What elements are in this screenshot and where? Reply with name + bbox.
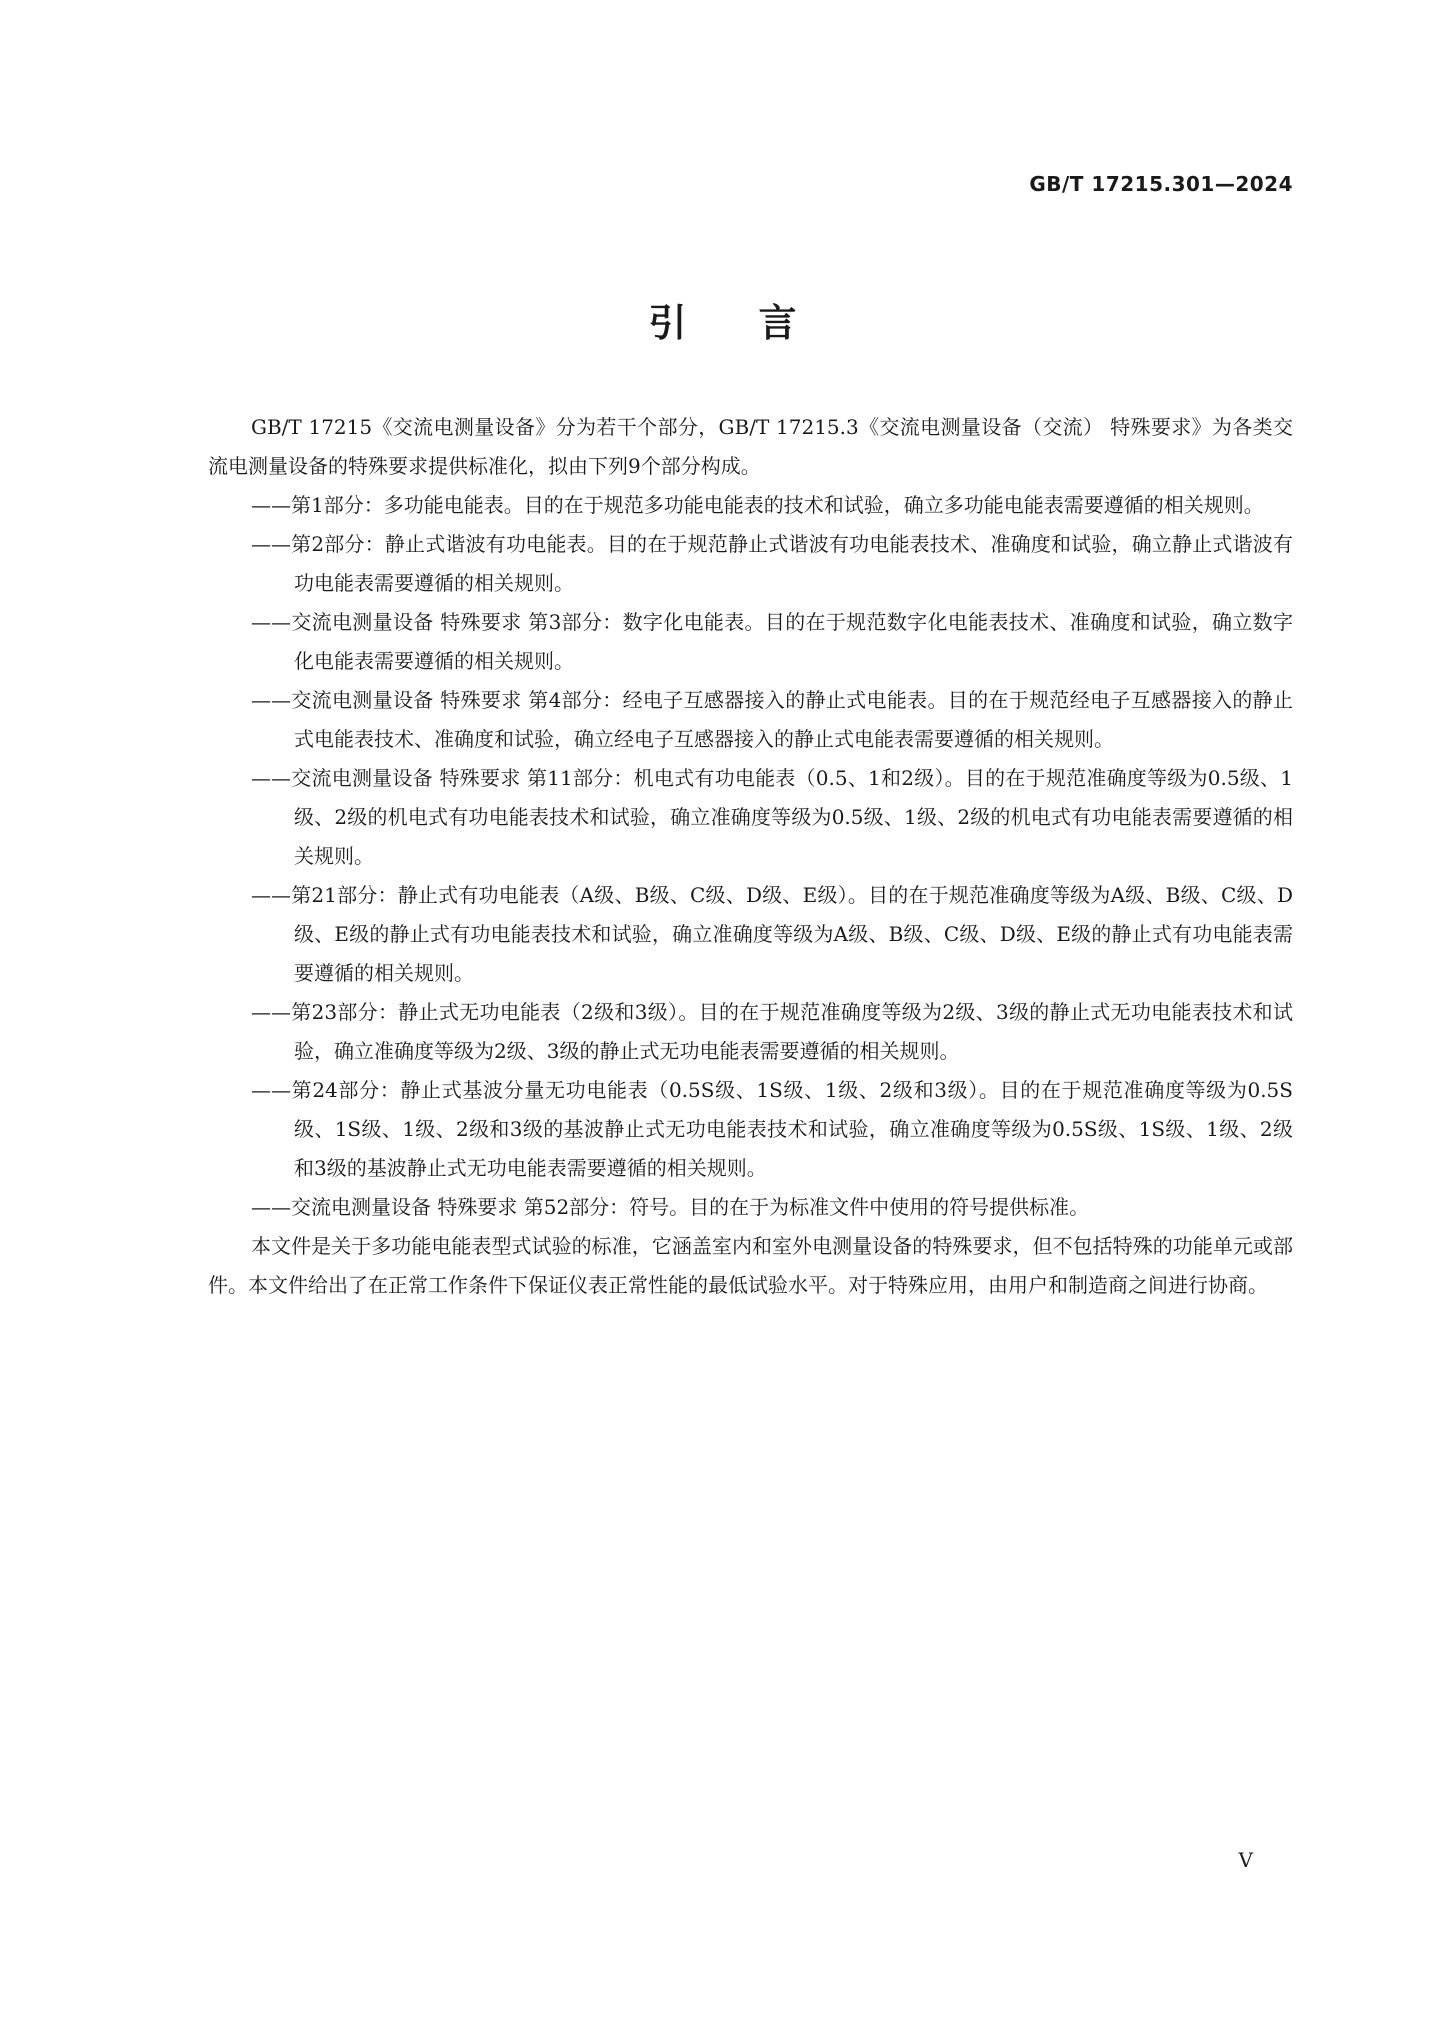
part-item-24: ——第24部分：静止式基波分量无功电能表（0.5S级、1S级、1级、2级和3级）。目的在于规范准确度等级为0.5S级、1S级、1级、2级和3级的基波静止式无功电能表技术和试验，确立准确度等级为0.5S级、1S级、1级、2级和3级的基波静止式无功电能表需要遵循的相关规则。 (251, 1078, 1293, 1180)
parts-list (208, 486, 1293, 1227)
part-item-4: ——交流电测量设备 特殊要求 第4部分：经电子互感器接入的静止式电能表。目的在于规范经电子互感器接入的静止式电能表技术、准确度和试验，确立经电子互感器接入的静止式电能表需要遵循的相关规则。 (251, 688, 1293, 751)
part-item-11: ——交流电测量设备 特殊要求 第11部分：机电式有功电能表（0.5、1和2级）。目的在于规范准确度等级为0.5级、1级、2级的机电式有功电能表技术和试验，确立准确度等级为0.5级、1级、2级的机电式有功电能表需要遵循的相关规则。 (251, 766, 1293, 868)
document-body (208, 408, 1293, 1305)
intro-paragraph: GB/T 17215《交流电测量设备》分为若干个部分，GB/T 17215.3《交流电测量设备（交流） 特殊要求》为各类交流电测量设备的特殊要求提供标准化，拟由下列9个部分构成。 (208, 415, 1293, 478)
standard-number: GB/T 17215.301—2024 (1029, 172, 1293, 196)
part-item-1: ——第1部分：多功能电能表。目的在于规范多功能电能表的技术和试验，确立多功能电能表需要遵循的相关规则。 (251, 493, 1264, 517)
part-item-2: ——第2部分：静止式谐波有功电能表。目的在于规范静止式谐波有功电能表技术、准确度和试验，确立静止式谐波有功电能表需要遵循的相关规则。 (251, 532, 1293, 595)
page-title: 引言 (648, 301, 869, 345)
part-item-52: ——交流电测量设备 特殊要求 第52部分：符号。目的在于为标准文件中使用的符号提供标准。 (251, 1195, 1090, 1219)
part-item-23: ——第23部分：静止式无功电能表（2级和3级）。目的在于规范准确度等级为2级、3级的静止式无功电能表技术和试验，确立准确度等级为2级、3级的静止式无功电能表需要遵循的相关规则。 (251, 1000, 1293, 1063)
page-number: V (1238, 1848, 1253, 1872)
closing-paragraph: 本文件是关于多功能电能表型式试验的标准，它涵盖室内和室外电测量设备的特殊要求，但不包括特殊的功能单元或部件。本文件给出了在正常工作条件下保证仪表正常性能的最低试验水平。对于特殊应用，由用户和制造商之间进行协商。 (208, 1234, 1293, 1297)
part-item-21: ——第21部分：静止式有功电能表（A级、B级、C级、D级、E级）。目的在于规范准确度等级为A级、B级、C级、D级、E级的静止式有功电能表技术和试验，确立准确度等级为A级、B级、C级、D级、E级的静止式有功电能表需要遵循的相关规则。 (251, 883, 1293, 985)
part-item-3: ——交流电测量设备 特殊要求 第3部分：数字化电能表。目的在于规范数字化电能表技术、准确度和试验，确立数字化电能表需要遵循的相关规则。 (251, 610, 1293, 673)
